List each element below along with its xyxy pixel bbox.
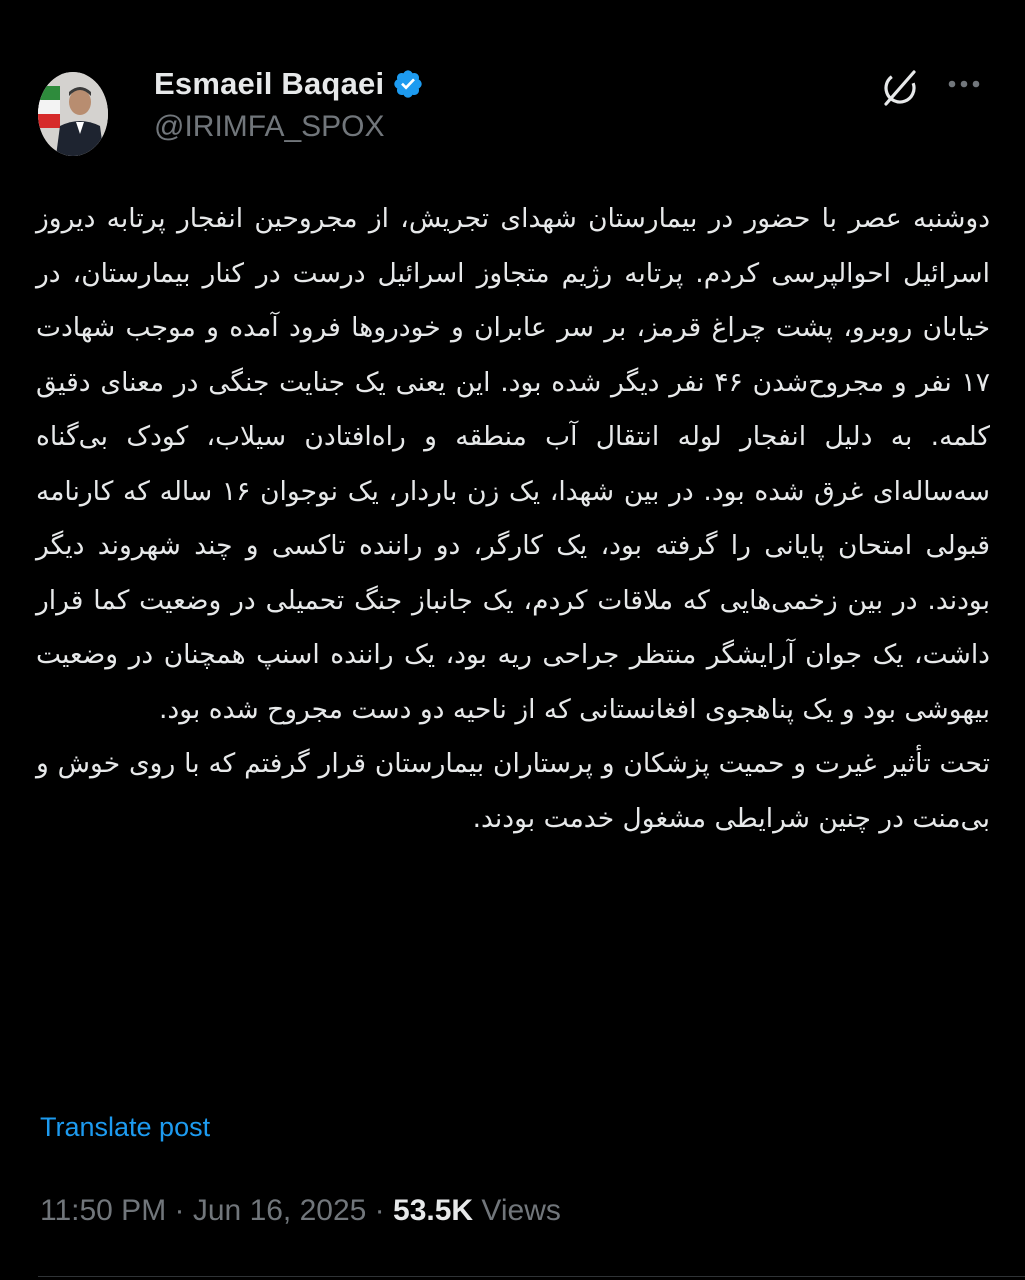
author-name-row xyxy=(154,62,424,106)
views-count[interactable]: 53.5K xyxy=(393,1194,474,1227)
meta-separator: · xyxy=(166,1194,193,1227)
translate-post-link[interactable]: Translate post xyxy=(40,1112,211,1142)
more-icon[interactable] xyxy=(942,66,986,102)
post-text: دوشنبه عصر با حضور در بیمارستان شهدای تجریش، از مجروحین انفجار پرتابه دیروز اسرائیل احوالپرسی کردم. پرتابه رژیم متجاوز اسرائیل درست در کنار بیمارستان، در خیابان روبرو، پشت چراغ قرمز، بر سر عابران و خودروها فرود آمده و موجب شهادت ۱۷ نفر و مجروح‌شدن ۴۶ نفر دیگر شده بود. این یعنی یک جنایت جنگی در معنای دقیق کلمه. به دلیل انفجار لوله انتقال آب منطقه و راه‌افتادن سیلاب، کودک بی‌گناه سه‌ساله‌ای غرق شده بود. در بین شهدا، یک زن باردار، یک نوجوان ۱۶ ساله که کارنامه قبولی امتحان پایانی را گرفته بود، یک کارگر، دو راننده تاکسی و چند شهروند دیگر بودند. در بین زخمی‌هایی که ملاقات کردم، یک جانباز جنگ تحمیلی در وضعیت کما قرار داشت، یک جوان آرایشگر منتظر جراحی ریه بود، یک راننده اسنپ همچنان در وضعیت بیهوشی بود و یک پناهجوی افغانستانی که از ناحیه دو دست مجروح شده بود. تحت تأثیر غیرت و حمیت پزشکان و پرستاران بیمارستان قرار گرفتم که با روی خوش و بی‌منت در چنین شرایطی مشغول خدمت بودند. xyxy=(36,203,991,834)
avatar-image xyxy=(38,72,108,156)
post-date[interactable]: Jun 16, 2025 xyxy=(192,1194,367,1227)
post-time[interactable]: 11:50 PM xyxy=(40,1194,167,1227)
avatar[interactable] xyxy=(38,72,108,156)
author-handle[interactable]: @IRIMFA_SPOX xyxy=(154,110,385,143)
post-meta xyxy=(40,1194,561,1228)
divider xyxy=(38,1276,1025,1277)
meta-separator-2: · xyxy=(366,1194,394,1227)
verified-badge-icon[interactable] xyxy=(392,68,424,100)
grok-icon[interactable] xyxy=(878,66,922,110)
views-label: Views xyxy=(473,1194,561,1227)
author-display-name[interactable]: Esmaeil Baqaei xyxy=(154,66,385,101)
